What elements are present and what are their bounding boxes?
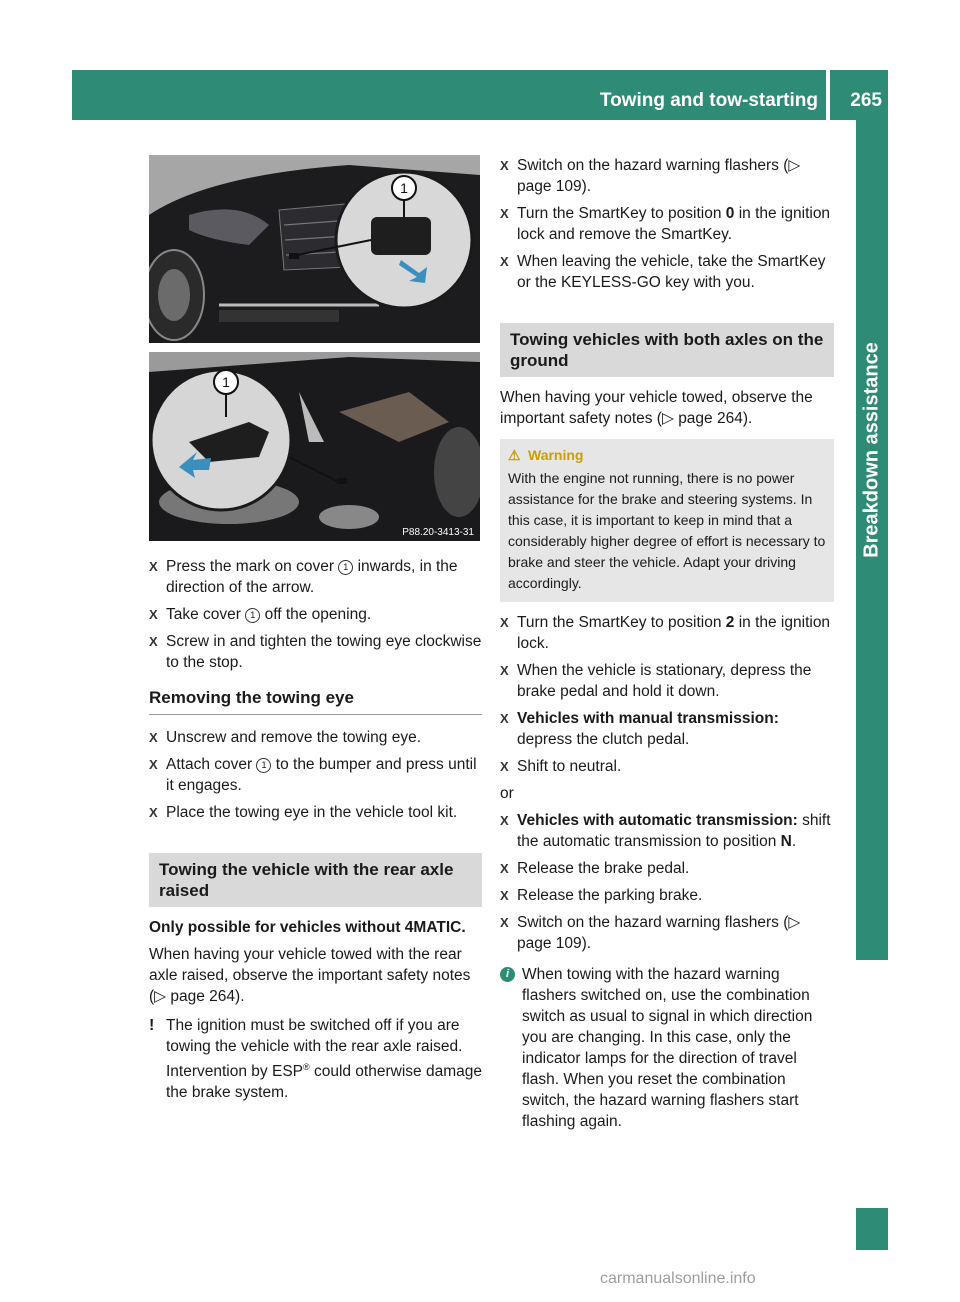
warning-title: Warning: [528, 447, 584, 463]
step-arrow-icon: X: [500, 615, 509, 630]
step-item: X Attach cover 1 to the bumper and press until it engages.: [149, 756, 477, 794]
page-header: [72, 70, 888, 120]
step-item: X Release the brake pedal.: [500, 860, 690, 877]
step-item: X Turn the SmartKey to position 0 in the ignition lock and remove the SmartKey.: [500, 205, 831, 243]
callout-icon: 1: [338, 560, 353, 575]
step-arrow-icon: X: [500, 663, 509, 678]
step-item: X Release the parking brake.: [500, 887, 703, 904]
callout-1: 1: [400, 180, 408, 196]
step-arrow-icon: X: [149, 607, 158, 622]
step-arrow-icon: X: [500, 813, 509, 828]
step-item: X Press the mark on cover 1 inwards, in the direction of the arrow.: [149, 558, 458, 596]
step-arrow-icon: X: [149, 757, 158, 772]
step-item: X Screw in and tighten the towing eye clockwise to the stop.: [149, 633, 482, 671]
side-tab-label: Breakdown assistance: [860, 342, 883, 558]
step-item: X Vehicles with automatic transmission: shift the automatic transmission to position N.: [500, 812, 831, 850]
step-arrow-icon: X: [500, 711, 509, 726]
callout-icon: 1: [245, 608, 260, 623]
step-item: X Take cover 1 off the opening.: [149, 606, 372, 623]
right-column: [500, 155, 834, 1132]
section-heading: Towing vehicles with both axles on the ground: [500, 323, 834, 377]
step-arrow-icon: X: [500, 915, 509, 930]
section-heading: Towing the vehicle with the rear axle raised: [149, 853, 482, 907]
info-icon: i: [500, 967, 515, 982]
step-arrow-icon: X: [149, 559, 158, 574]
step-item: X Shift to neutral.: [500, 758, 622, 775]
or-text: or: [500, 785, 514, 802]
step-arrow-icon: X: [500, 158, 509, 173]
step-arrow-icon: X: [500, 254, 509, 269]
warning-triangle-icon: ⚠: [508, 447, 521, 463]
figure-code: P88.20-3413-31: [402, 527, 474, 538]
header-divider: [826, 70, 830, 120]
step-item: X Vehicles with manual transmission: depress the clutch pedal.: [500, 710, 779, 748]
step-arrow-icon: X: [500, 206, 509, 221]
step-arrow-icon: X: [149, 634, 158, 649]
sub-heading: Removing the towing eye: [149, 687, 482, 715]
paragraph: When having your vehicle towed with the rear axle raised, observe the important safety notes (▷ page 264).: [149, 946, 471, 1005]
step-arrow-icon: X: [149, 805, 158, 820]
side-tab-marker: [856, 1208, 888, 1250]
paragraph: When having your vehicle towed, observe the important safety notes (▷ page 264).: [500, 389, 813, 427]
front-bumper-image: [149, 155, 480, 343]
step-item: X When leaving the vehicle, take the SmartKey or the KEYLESS-GO key with you.: [500, 253, 826, 291]
step-arrow-icon: X: [149, 730, 158, 745]
step-item: X Unscrew and remove the towing eye.: [149, 729, 422, 746]
step-arrow-icon: X: [500, 759, 509, 774]
step-arrow-icon: X: [500, 861, 509, 876]
header-title: Towing and tow-starting: [599, 90, 818, 111]
left-column: [149, 556, 482, 1103]
step-item: X When the vehicle is stationary, depress the brake pedal and hold it down.: [500, 662, 812, 700]
info-note: i When towing with the hazard warning flashers switched on, use the combination switch as usual to signal in which direction you are changing. In this case, only the indicator lamps for the direction of travel flash. When you reset the combination switch, the hazard warning flashers start flashing again.: [500, 964, 834, 1132]
page-number: 265: [850, 90, 882, 111]
step-arrow-icon: X: [500, 888, 509, 903]
step-item: X Switch on the hazard warning flashers (▷ page 109).: [500, 157, 801, 195]
section-side-tab: [856, 120, 888, 960]
exclamation-icon: !: [149, 1017, 155, 1034]
caution-note: ! The ignition must be switched off if you are towing the vehicle with the rear axle raised. Intervention by ESP® could otherwise damage the brake system.: [149, 1017, 482, 1102]
rear-bumper-image: [149, 352, 480, 541]
step-item: X Turn the SmartKey to position 2 in the ignition lock.: [500, 614, 831, 652]
warning-text: With the engine not running, there is no power assistance for the brake and steering systems. In this case, it is important to keep in mind that a considerably higher degree of effort is necessary to brake and steer the vehicle. Adapt your driving accordingly.: [508, 470, 826, 591]
watermark: carmanualsonline.info: [600, 1270, 756, 1287]
callout-icon: 1: [256, 758, 271, 773]
callout-1-rear: 1: [222, 374, 230, 390]
warning-box: [500, 439, 834, 602]
bold-line: Only possible for vehicles without 4MATIC.: [149, 919, 466, 936]
step-item: X Place the towing eye in the vehicle tool kit.: [149, 804, 458, 821]
step-item: X Switch on the hazard warning flashers (▷ page 109).: [500, 914, 801, 952]
